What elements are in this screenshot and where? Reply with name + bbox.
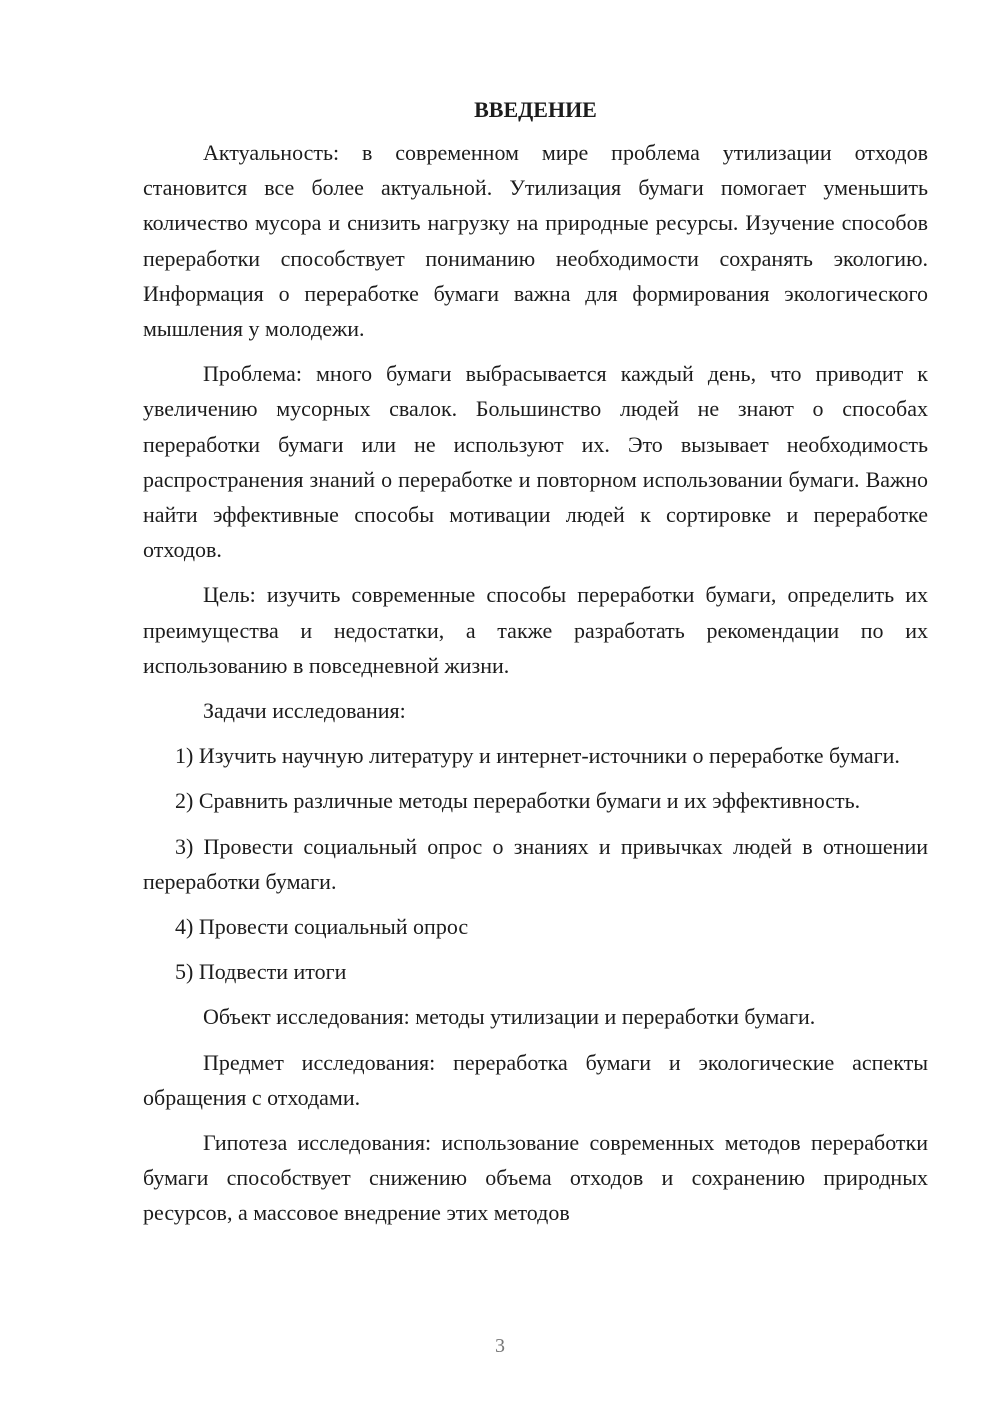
task-item-4: 4) Провести социальный опрос bbox=[175, 914, 469, 940]
section-title: ВВЕДЕНИЕ bbox=[474, 97, 597, 122]
paragraph-object: Объект исследования: методы утилизации и переработки бумаги. bbox=[203, 1004, 816, 1030]
paragraph-relevance: Актуальность: в современном мире проблема утилизации отходов становится все более актуальной. Утилизация бумаги помогает уменьшить количество мусора и снизить нагрузку на природные ресурсы. Изучение способов переработки способствует пониманию необходимости сохранять экологию. Информация о переработке бумаги важна для формирования экологического мышления у молодежи. bbox=[143, 140, 928, 342]
page-number: 3 bbox=[495, 1335, 505, 1357]
task-item-5: 5) Подвести итоги bbox=[175, 959, 347, 985]
task-item-3: 3) Провести социальный опрос о знаниях и привычках людей в отношении переработки бумаги. bbox=[143, 833, 928, 894]
paragraph-subject: Предмет исследования: переработка бумаги и экологические аспекты обращения с отходами. bbox=[143, 1049, 928, 1110]
task-item-2: 2) Сравнить различные методы переработки бумаги и их эффективность. bbox=[175, 788, 861, 814]
paragraph-problem: Проблема: много бумаги выбрасывается каждый день, что приводит к увеличению мусорных свалок. Большинство людей не знают о способах переработки бумаги или не используют их. Это вызывает необходимость распространения знаний о переработке и повторном использовании бумаги. Важно найти эффективные способы мотивации людей к сортировке и переработке отходов. bbox=[143, 361, 928, 563]
task-item-1: 1) Изучить научную литературу и интернет-источники о переработке бумаги. bbox=[175, 743, 900, 769]
paragraph-hypothesis: Гипотеза исследования: использование современных методов переработки бумаги способствует снижению объема отходов и сохранению природных ресурсов, а массовое внедрение этих методов bbox=[143, 1130, 928, 1226]
paragraph-goal: Цель: изучить современные способы переработки бумаги, определить их преимущества и недостатки, а также разработать рекомендации по их использованию в повседневной жизни. bbox=[143, 582, 928, 678]
page-content bbox=[143, 92, 928, 1241]
paragraph-tasks-heading: Задачи исследования: bbox=[203, 698, 406, 724]
